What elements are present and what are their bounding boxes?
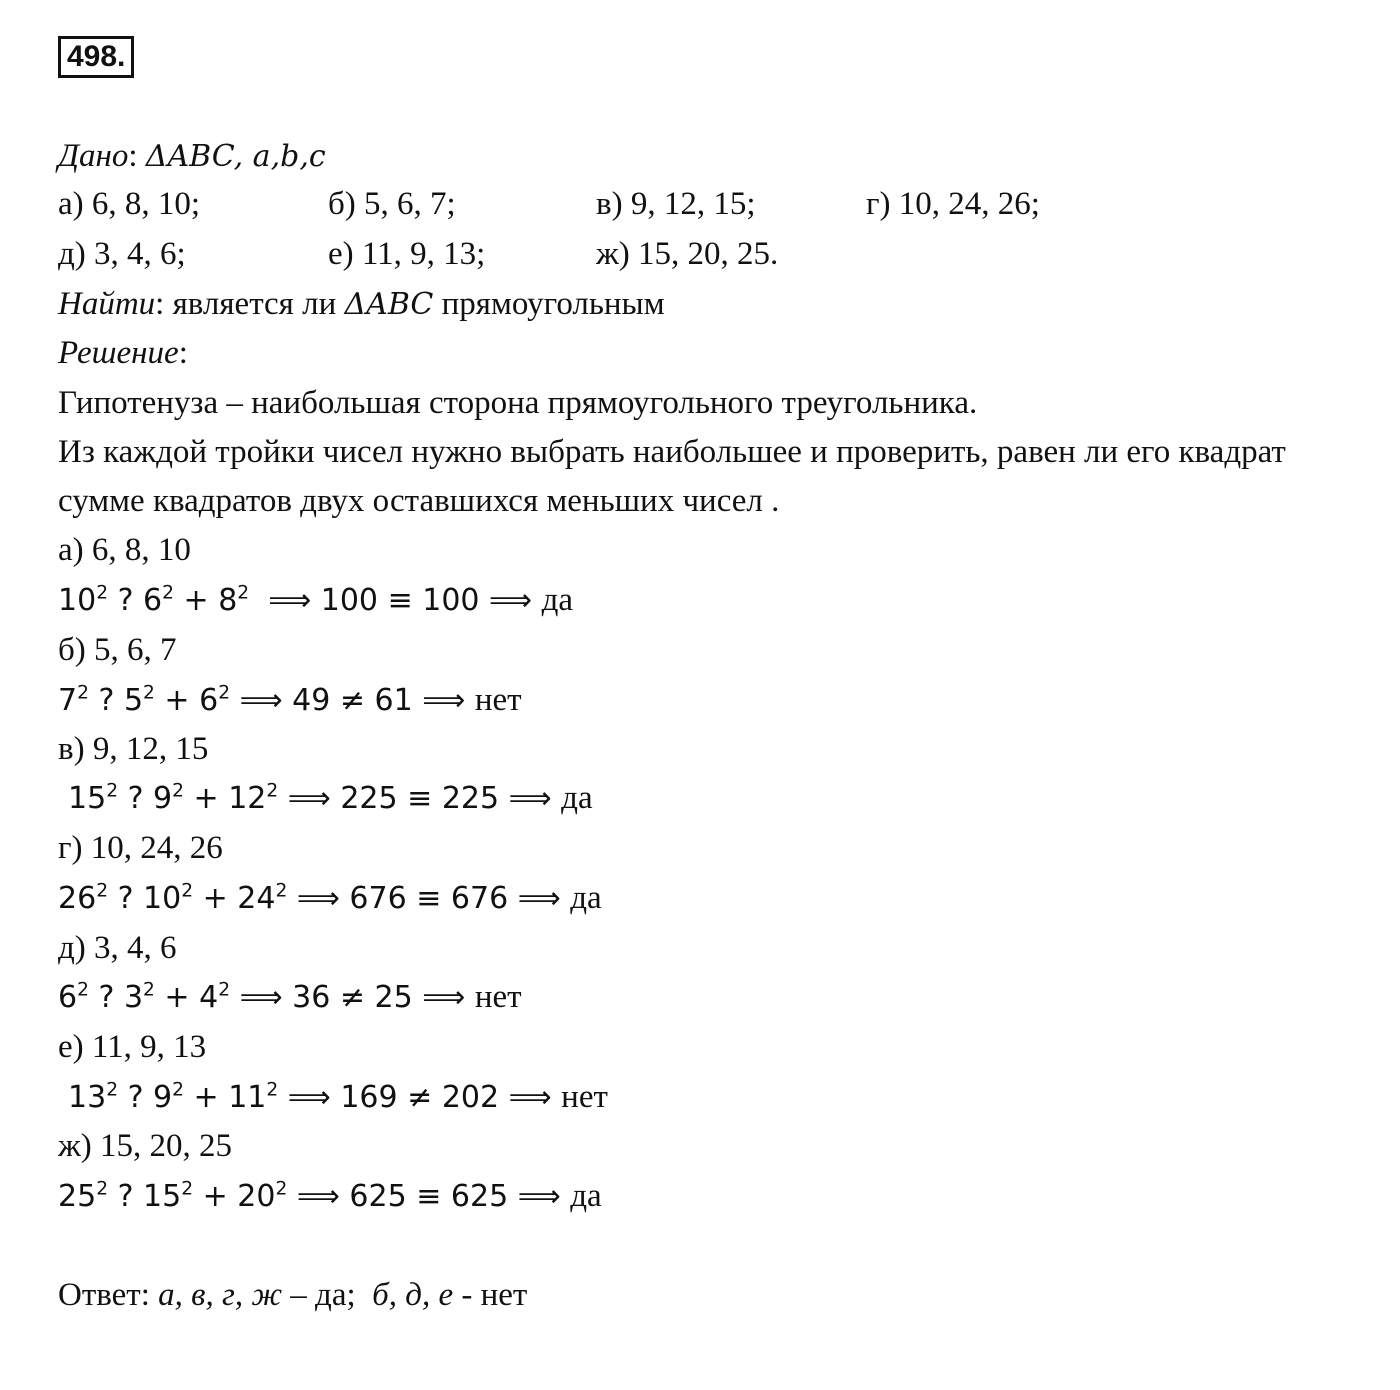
paragraph-2b: сумме квадратов двух оставшихся меньших чисел . (58, 483, 780, 519)
paragraph-2a: Из каждой тройки чисел нужно выбрать наибольшее и проверить, равен ли его квадрат (58, 434, 1286, 470)
find-line (58, 284, 665, 325)
find-label: Найти (58, 286, 156, 322)
given-label: Дано (58, 138, 129, 174)
case-answer: нет (561, 1079, 608, 1115)
given-value: ΔABC, a,b,c (145, 139, 326, 174)
final-answer (58, 1275, 527, 1315)
case-equation: $15^2$ ? $9^2 + 12^2$ ⟹ 225 ≡ 225 ⟹ да (68, 780, 593, 816)
case-label: а) 6, 8, 10 (58, 532, 191, 568)
case-answer: да (570, 880, 602, 916)
option-a: а) 6, 8, 10; (58, 186, 201, 222)
case-equation: $6^2$ ? $3^2 + 4^2$ ⟹ 36 ≠ 25 ⟹ нет (58, 979, 522, 1015)
given-sep: : (128, 138, 146, 174)
case-label: ж) 15, 20, 25 (58, 1128, 233, 1164)
problem-number: 498. (58, 36, 134, 78)
case-label: г) 10, 24, 26 (58, 830, 223, 866)
given-line (58, 136, 326, 177)
case-label: д) 3, 4, 6 (58, 930, 177, 966)
case-label: б) 5, 6, 7 (58, 632, 177, 668)
case-answer: да (570, 1178, 602, 1214)
option-zh: ж) 15, 20, 25. (596, 236, 779, 272)
case-label: е) 11, 9, 13 (58, 1029, 207, 1065)
answer-yes-text: – да; (282, 1277, 373, 1313)
case-equation: $7^2$ ? $5^2 + 6^2$ ⟹ 49 ≠ 61 ⟹ нет (58, 682, 522, 718)
answer-label: Ответ: (58, 1277, 159, 1313)
find-text-1: : является ли (155, 286, 345, 322)
case-answer: нет (474, 979, 522, 1015)
case-equation: $10^2$ ? $6^2 + 8^2$ ⟹ 100 ≡ 100 ⟹ да (58, 582, 574, 618)
solution-colon: : (178, 335, 188, 371)
case-answer: нет (474, 682, 522, 718)
answer-no-letters: б, д, е (372, 1277, 454, 1313)
option-b: б) 5, 6, 7; (328, 186, 456, 222)
option-d: д) 3, 4, 6; (58, 236, 186, 272)
case-answer: да (541, 582, 574, 618)
case-equation: $25^2$ ? $15^2 + 20^2$ ⟹ 625 ≡ 625 ⟹ да (58, 1178, 602, 1214)
options-row-2 (58, 234, 1358, 274)
solution-label: Решение (58, 335, 179, 371)
answer-no-text: - нет (453, 1277, 528, 1313)
option-e: е) 11, 9, 13; (328, 236, 486, 272)
options-row-1 (58, 184, 1358, 224)
option-v: в) 9, 12, 15; (596, 186, 756, 222)
option-g: г) 10, 24, 26; (866, 186, 1040, 222)
paragraph-1: Гипотенуза – наибольшая сторона прямоугольного треугольника. (58, 385, 978, 421)
answer-yes-letters: а, в, г, ж (158, 1277, 283, 1313)
solution-label-line (58, 333, 188, 373)
find-text-2: прямоугольным (433, 286, 665, 322)
case-label: в) 9, 12, 15 (58, 731, 209, 767)
case-answer: да (561, 780, 593, 816)
find-triangle: ΔABC (344, 287, 434, 322)
case-equation: $26^2$ ? $10^2 + 24^2$ ⟹ 676 ≡ 676 ⟹ да (58, 880, 602, 916)
case-equation: $13^2$ ? $9^2 + 11^2$ ⟹ 169 ≠ 202 ⟹ нет (68, 1079, 608, 1115)
